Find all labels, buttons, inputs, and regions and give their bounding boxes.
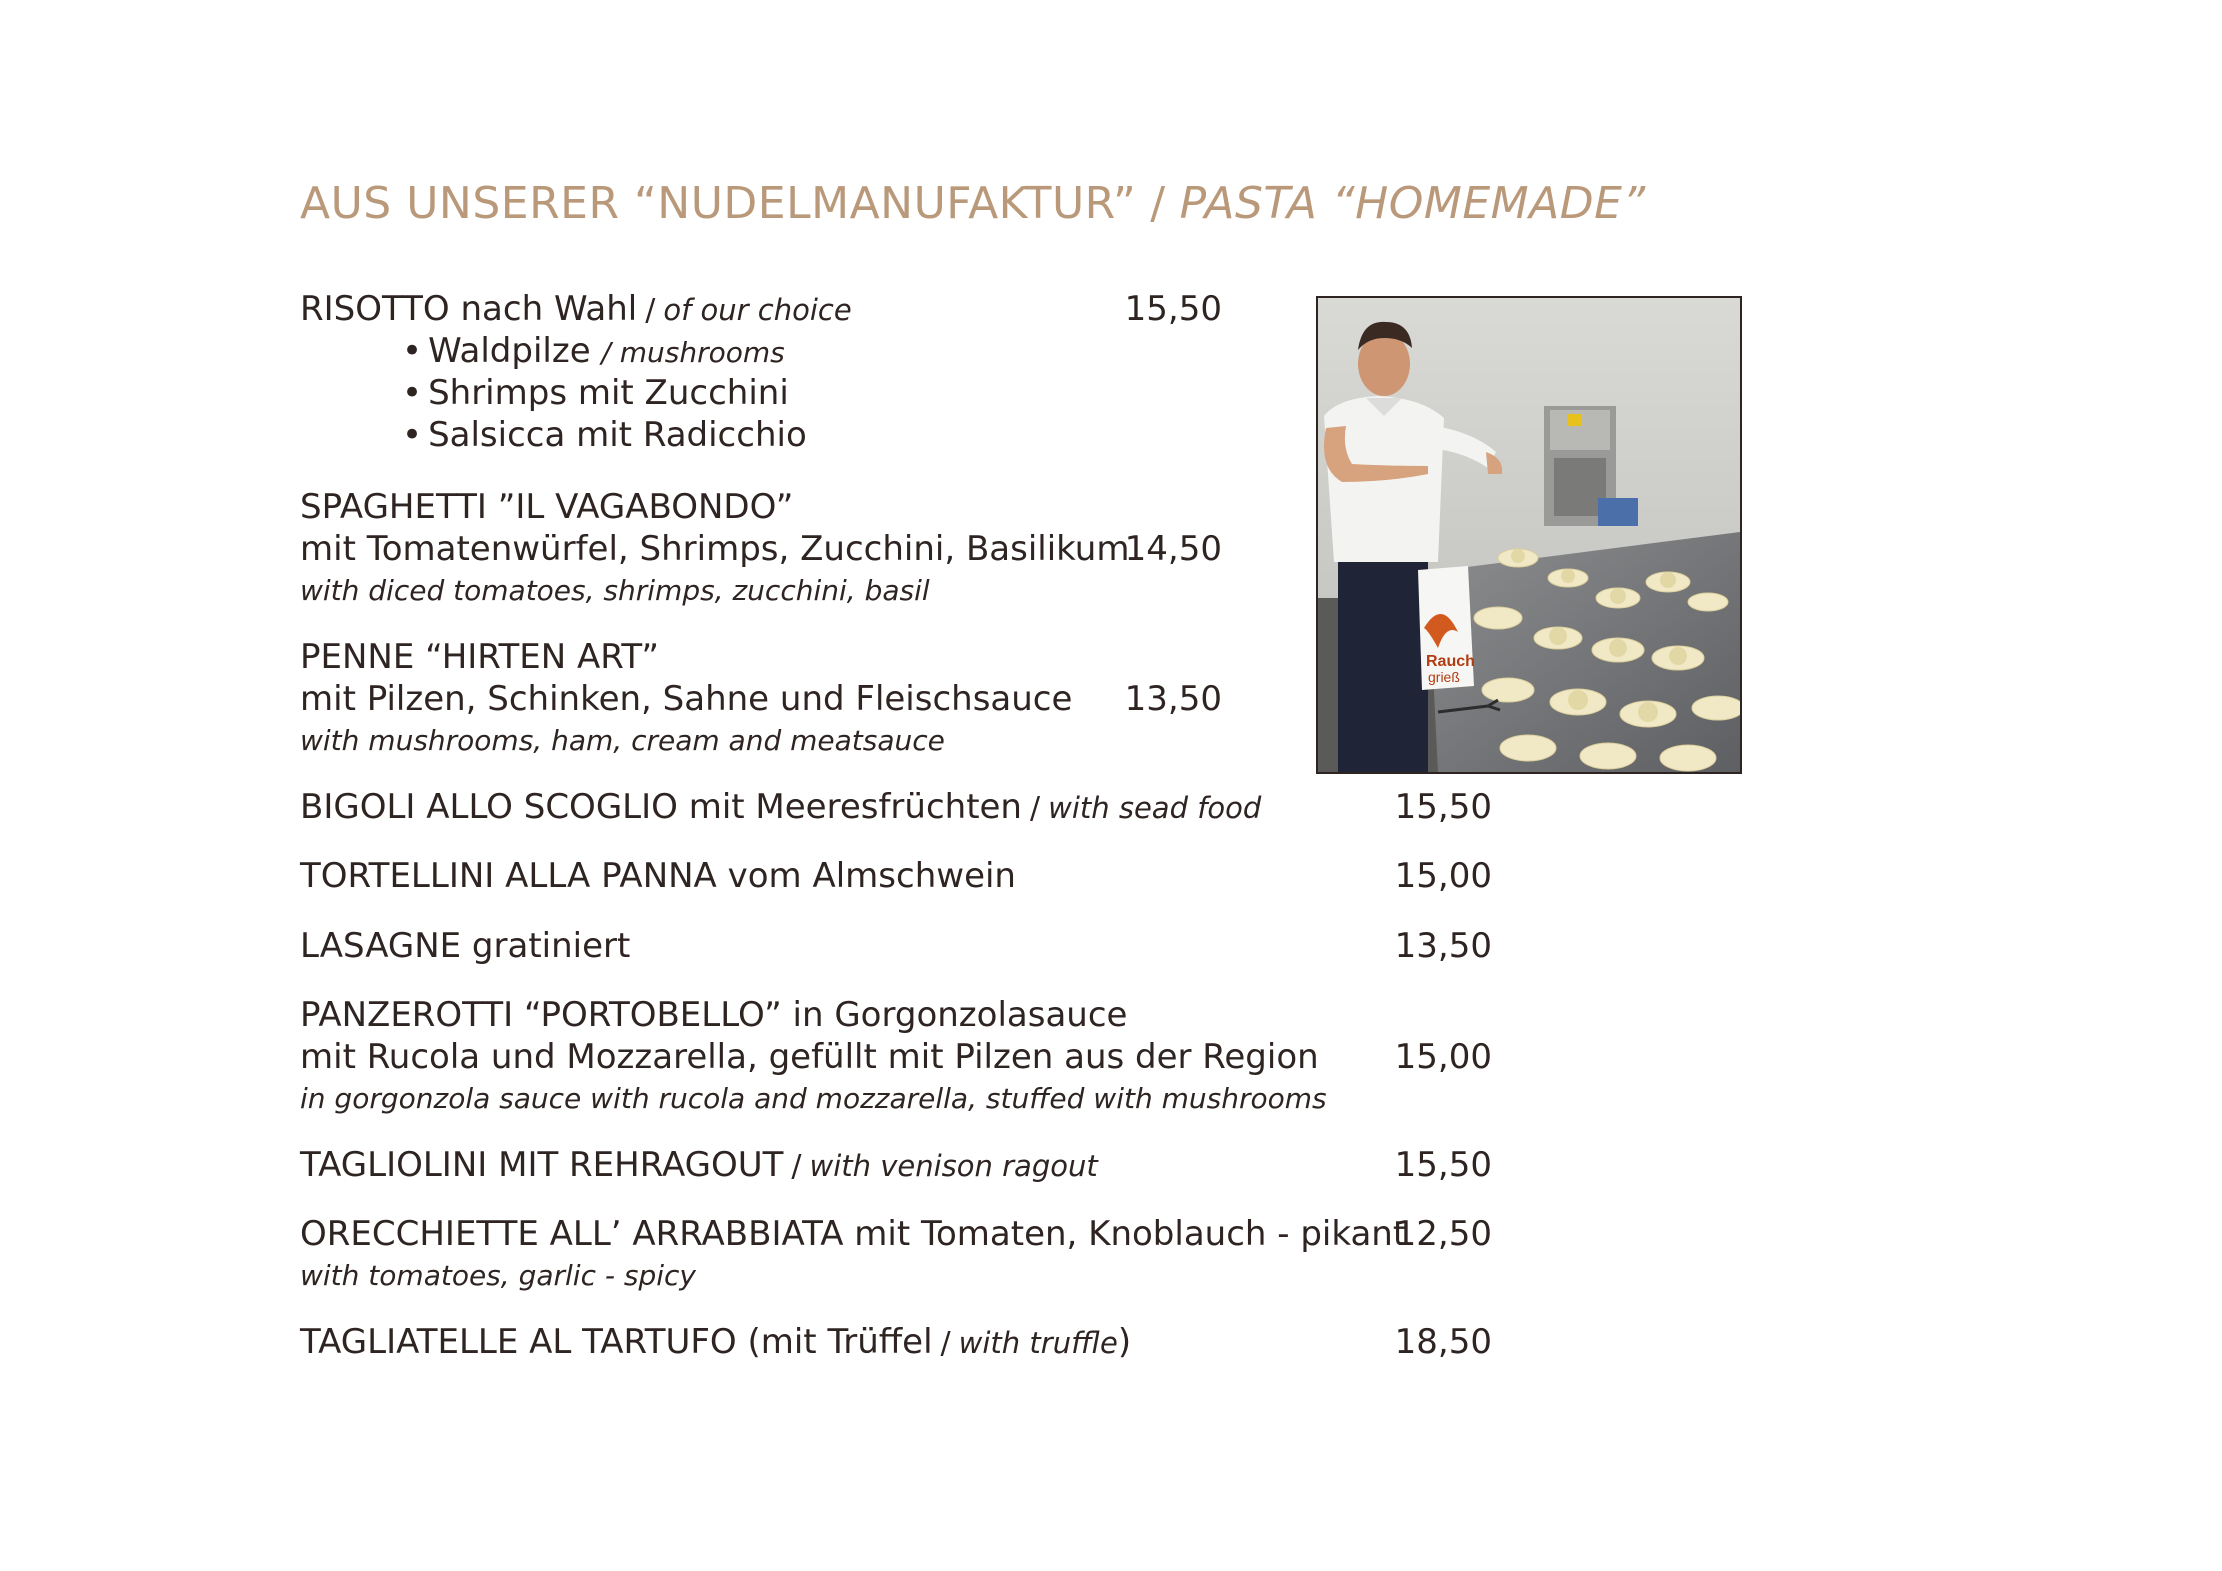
item-separator: /	[1030, 791, 1041, 826]
list-item: • Waldpilze / mushrooms	[402, 331, 785, 371]
item-name: RISOTTO nach Wahl	[300, 289, 638, 329]
item-english: with venison ragout	[809, 1149, 1098, 1183]
flour-bag	[1418, 566, 1475, 690]
item-name: TAGLIOLINI MIT REHRAGOUT	[300, 1145, 784, 1185]
menu-item-penne	[300, 636, 1072, 762]
menu-item-tagliolini	[300, 1144, 1098, 1186]
menu-item-spaghetti	[300, 486, 1129, 612]
item-english: with sead food	[1048, 791, 1262, 825]
item-english: of our choice	[663, 293, 852, 327]
list-item: • Shrimps mit Zucchini	[402, 373, 789, 413]
item-description: mit Pilzen, Schinken, Sahne und Fleischsauce	[300, 679, 1073, 719]
photo-illustration	[1318, 298, 1740, 772]
bullet-icon: •	[402, 331, 423, 371]
menu-item-risotto	[300, 288, 852, 456]
menu-item-tagliatelle	[300, 1321, 1131, 1363]
item-price: 18,50	[1394, 1322, 1492, 1362]
menu-item-panzerotti	[300, 994, 1327, 1120]
menu-section-heading	[300, 178, 1646, 229]
item-close-paren: )	[1117, 1322, 1132, 1362]
bullet-icon: •	[402, 373, 423, 413]
item-english: with truffle	[958, 1326, 1118, 1360]
item-description: mit Rucola und Mozzarella, gefüllt mit Pilzen aus der Region	[300, 1037, 1319, 1077]
item-name: ORECCHIETTE ALL’ ARRABBIATA mit Tomaten, Knoblauch - pikant	[300, 1214, 1407, 1254]
menu-item-bigoli	[300, 786, 1261, 828]
item-price: 15,50	[1124, 289, 1222, 329]
item-price: 12,50	[1394, 1214, 1492, 1254]
menu-item-tortellini	[300, 855, 1016, 897]
item-name: TAGLIATELLE AL TARTUFO (mit Trüffel	[300, 1322, 933, 1362]
item-description: mit Tomatenwürfel, Shrimps, Zucchini, Basilikum	[300, 529, 1130, 569]
item-english: with diced tomatoes, shrimps, zucchini, basil	[300, 574, 930, 607]
item-price: 15,50	[1394, 1145, 1492, 1185]
pasta-maker-photo	[1316, 296, 1742, 774]
flour-bag-brand: Rauch	[1426, 653, 1475, 670]
menu-item-orecchiette	[300, 1213, 1406, 1297]
item-name: TORTELLINI ALLA PANNA vom Almschwein	[300, 856, 1016, 896]
list-item: • Salsicca mit Radicchio	[402, 415, 807, 455]
bullet-icon: •	[402, 415, 423, 455]
item-price: 15,50	[1394, 787, 1492, 827]
item-price: 15,00	[1394, 1037, 1492, 1077]
menu-item-lasagne	[300, 925, 630, 967]
heading-english: PASTA “HOMEMADE”	[1179, 178, 1646, 229]
flour-bag-label: grieß	[1428, 669, 1460, 685]
item-price: 13,50	[1394, 926, 1492, 966]
heading-german: AUS UNSERER “NUDELMANUFAKTUR”	[300, 178, 1137, 229]
item-name: SPAGHETTI ”IL VAGABONDO”	[300, 487, 794, 527]
item-english: with tomatoes, garlic - spicy	[300, 1259, 696, 1292]
heading-separator: /	[1150, 178, 1166, 229]
item-price: 15,00	[1394, 856, 1492, 896]
item-name: PANZEROTTI “PORTOBELLO” in Gorgonzolasauce	[300, 995, 1128, 1035]
risotto-options	[300, 330, 852, 456]
item-price: 14,50	[1124, 529, 1222, 569]
item-name: LASAGNE gratiniert	[300, 926, 631, 966]
item-separator: /	[645, 293, 656, 328]
item-separator: /	[791, 1149, 802, 1184]
item-name: BIGOLI ALLO SCOGLIO mit Meeresfrüchten	[300, 787, 1022, 827]
item-english: in gorgonzola sauce with rucola and mozzarella, stuffed with mushrooms	[300, 1082, 1327, 1115]
item-name: PENNE “HIRTEN ART”	[300, 637, 659, 677]
item-english: with mushrooms, ham, cream and meatsauce	[300, 724, 945, 757]
item-price: 13,50	[1124, 679, 1222, 719]
item-separator: /	[940, 1326, 951, 1361]
